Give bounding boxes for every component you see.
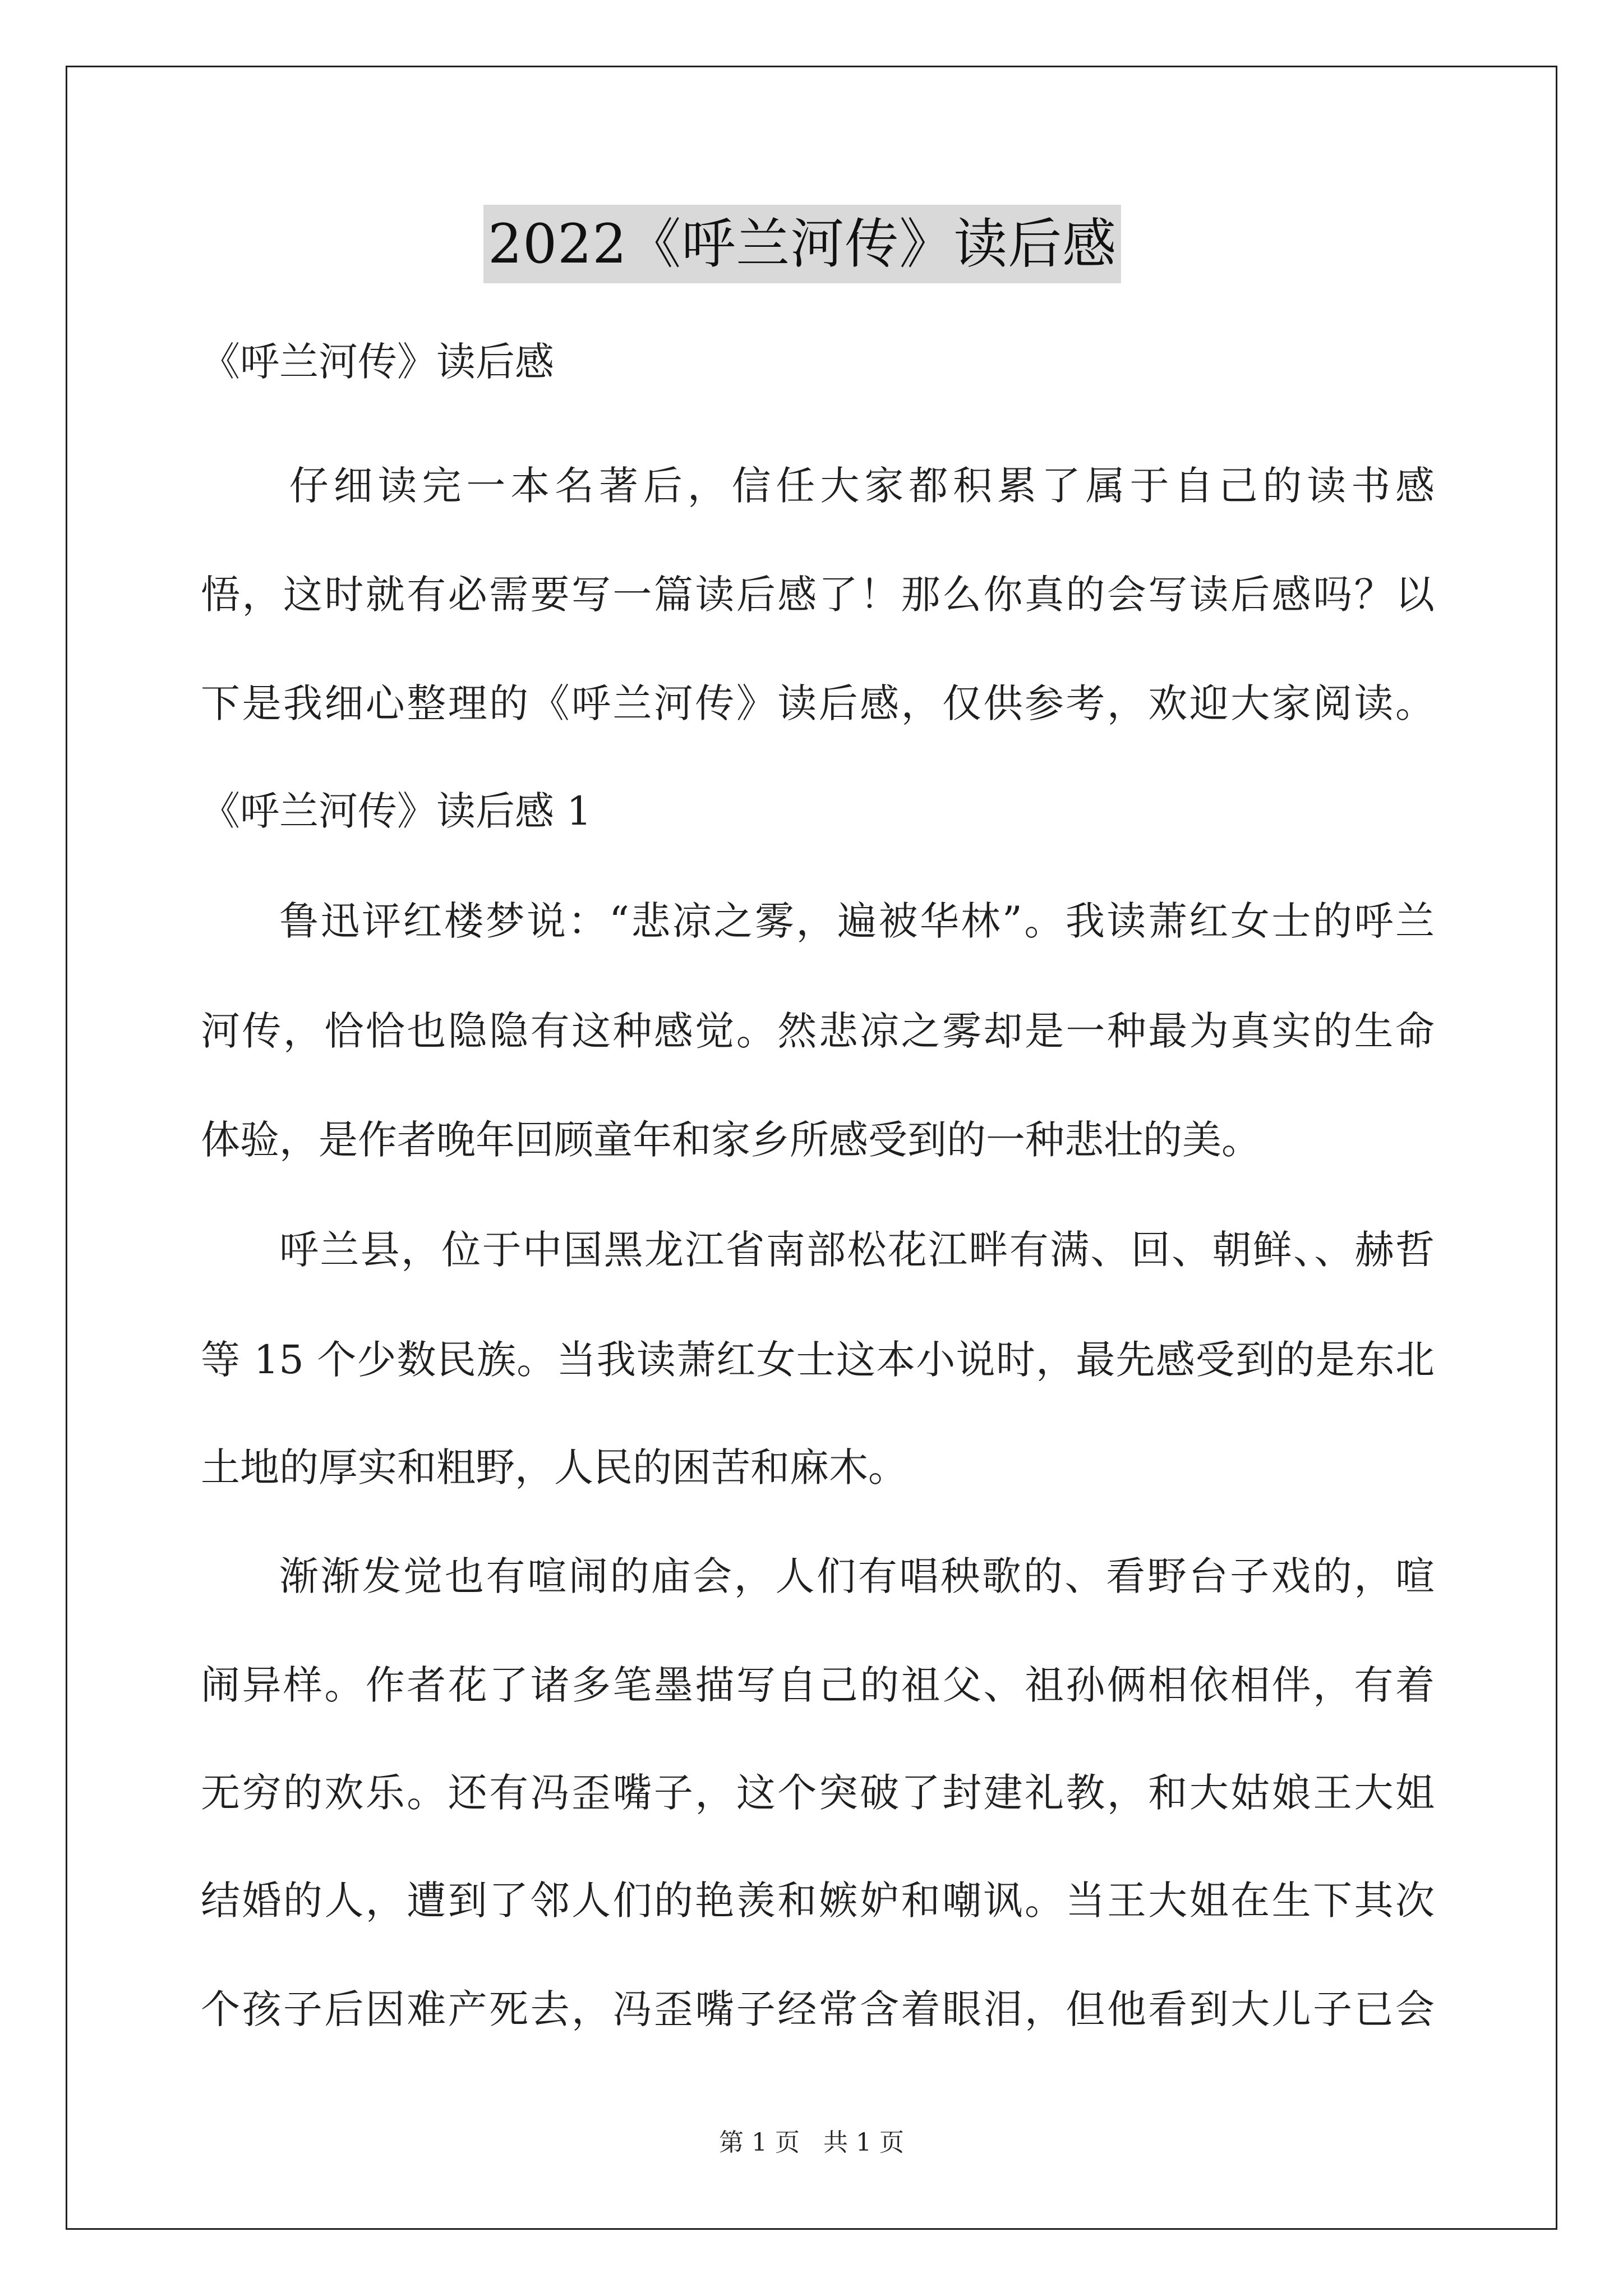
paragraph-line: 土地的厚实和粗野，人民的困苦和麻木。 xyxy=(201,1444,907,1490)
paragraph-line: 闹异样。作者花了诸多笔墨描写自己的祖父、祖孙俩相依相伴，有着 xyxy=(201,1662,1435,1708)
paragraph-line: 悟，这时就有必需要写一篇读后感了！那么你真的会写读后感吗？以 xyxy=(201,572,1435,618)
paragraph-line: 呼兰县，位于中国黑龙江省南部松花江畔有满、回、朝鲜、、赫哲 xyxy=(279,1227,1435,1273)
paragraph-line: 个孩子后因难产死去，冯歪嘴子经常含着眼泪，但他看到大儿子已会 xyxy=(201,1986,1435,2032)
section-heading: 《呼兰河传》读后感 1 xyxy=(201,788,592,834)
paragraph-line: 等 15 个少数民族。当我读萧红女士这本小说时，最先感受到的是东北 xyxy=(201,1337,1435,1383)
page-total: 共 1 页 xyxy=(823,2128,904,2157)
page-footer xyxy=(0,2126,1623,2160)
document-title: 2022《呼兰河传》读后感 xyxy=(483,205,1121,283)
paragraph-line: 河传，恰恰也隐隐有这种感觉。然悲凉之雾却是一种最为真实的生命 xyxy=(201,1008,1435,1054)
paragraph-line: 无穷的欢乐。还有冯歪嘴子，这个突破了封建礼教，和大姑娘王大姐 xyxy=(201,1770,1435,1816)
paragraph-line: 渐渐发觉也有喧闹的庙会，人们有唱秧歌的、看野台子戏的，喧 xyxy=(279,1553,1435,1599)
paragraph-line: 结婚的人，遭到了邻人们的艳羡和嫉妒和嘲讽。当王大姐在生下其次 xyxy=(201,1878,1435,1924)
page-number: 第 1 页 xyxy=(719,2128,800,2157)
paragraph-line: 下是我细心整理的《呼兰河传》读后感，仅供参考，欢迎大家阅读。 xyxy=(201,680,1435,726)
paragraph-line: 体验，是作者晚年回顾童年和家乡所感受到的一种悲壮的美。 xyxy=(201,1117,1261,1163)
paragraph-line: 仔细读完一本名著后，信任大家都积累了属于自己的读书感 xyxy=(201,463,1435,509)
paragraph-line: 鲁迅评红楼梦说：“悲凉之雾，遍被华林”。我读萧红女士的呼兰 xyxy=(279,898,1435,944)
subtitle-line: 《呼兰河传》读后感 xyxy=(201,339,554,385)
